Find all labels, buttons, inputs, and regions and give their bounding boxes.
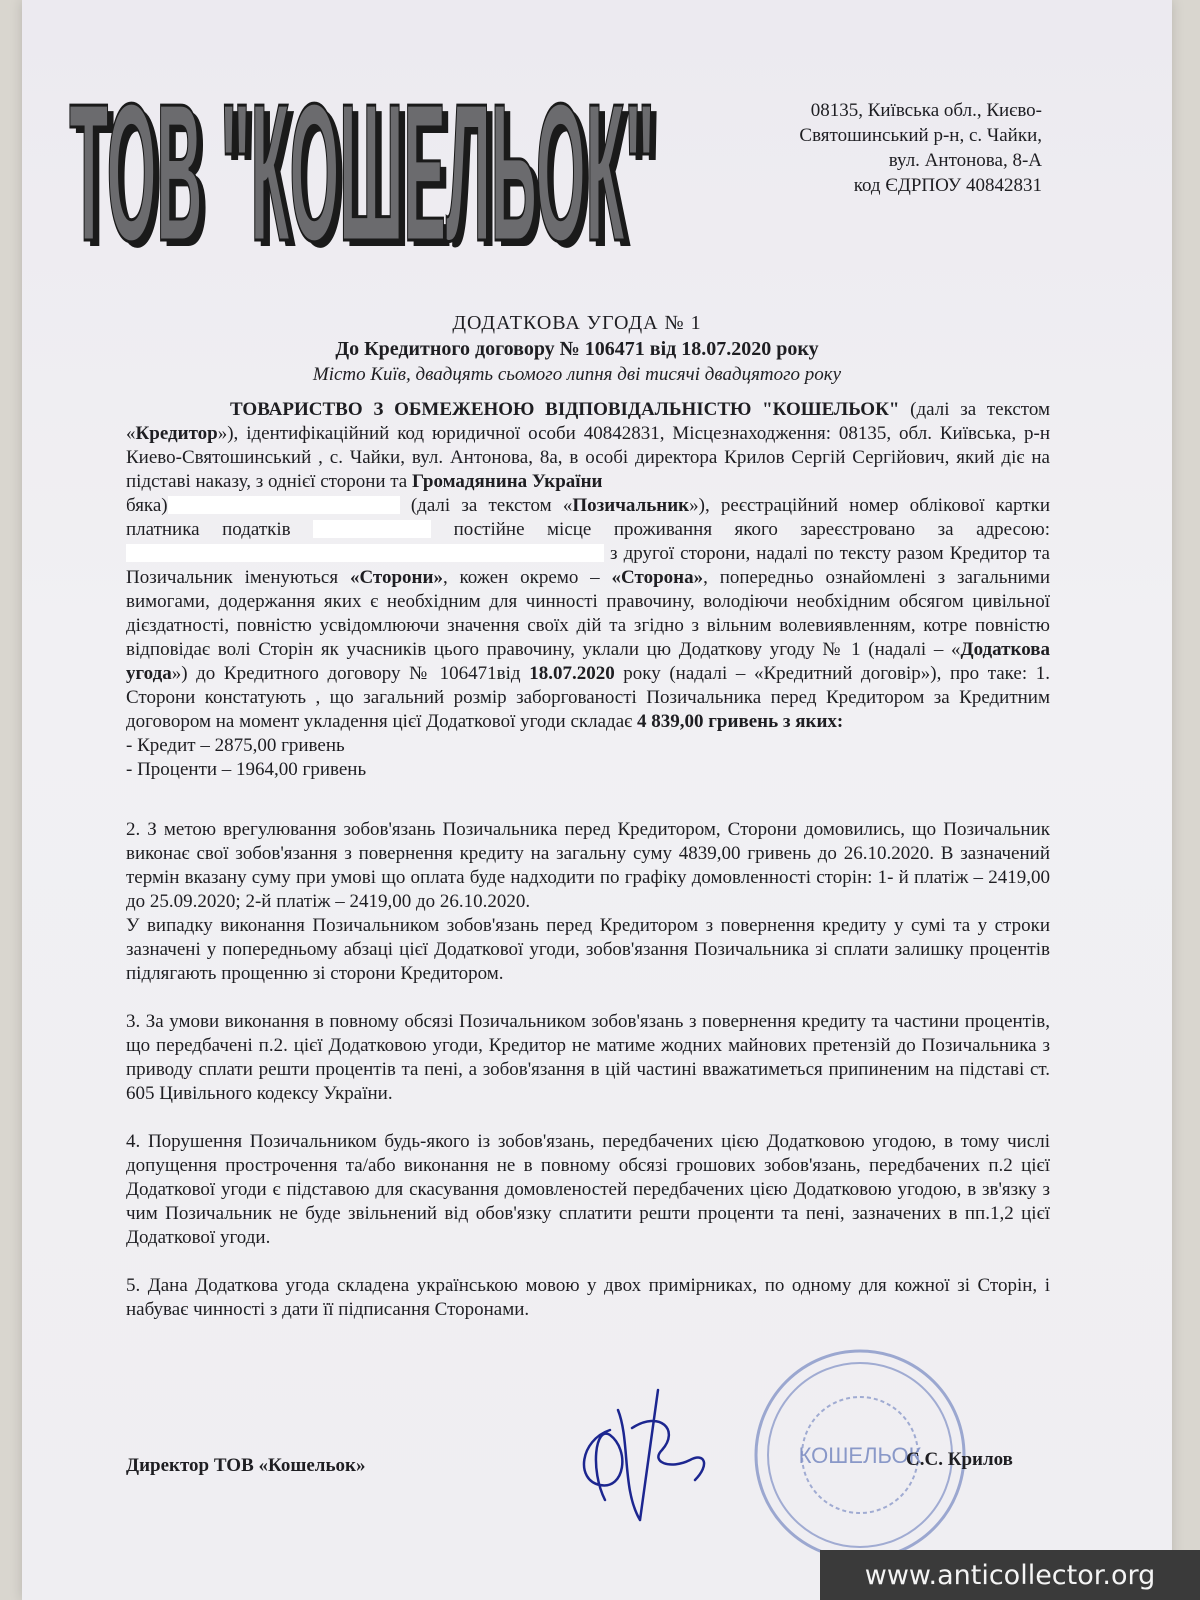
svg-text:ТОВ "КОШЕЛЬОК": ТОВ "КОШЕЛЬОК" — [75, 68, 661, 260]
list-item: - Проценти – 1964,00 гривень — [126, 759, 367, 780]
agreement-body — [126, 398, 1050, 1322]
title-subline — [222, 336, 932, 362]
citizen-term: Громадянина України — [412, 471, 603, 492]
creditor-term: Кредитор — [135, 423, 218, 444]
clause-4: 4. Порушення Позичальником будь-якого із зобов'язань, передбачених цією Додатковою угодою, в тому числі допущення прострочення та/або виконання не в повному обсязі грошових зобов'язань, передбачених п.2 цієї Додаткової угоди є підставою для скасування домовленостей передбачених цією Додатковою угодою, в зв'язку з чим Позичальник не буде звільнений від обов'язку сплатити решти проценти та пені, зазначених в пп.1,2 цієї Додаткової угоди. — [126, 1131, 1050, 1248]
clause-2: 2. З метою врегулювання зобов'язань Позичальника перед Кредитором, Сторони домовились, що Позичальник виконає свої зобов'язання з повернення кредиту на загальну суму 4839,00 гривень до 26.10.2020. В зазначений термін вказану суму при умові що оплата буде надходити по графіку домовленності сторін: 1- й платіж – 2419,00 до 25.09.2020; 2-й платіж – 2419,00 до 26.10.2020. — [126, 819, 1050, 912]
address-line: Святошинський р-н, с. Чайки, — [799, 125, 1042, 146]
redaction-box — [313, 520, 431, 538]
text: , попередньо ознайомлені з загальними вимогами, додержання яких є необхідним для чинності правочину, володіючи необхідним обсягом цивільної дієздатності, повністю усвідомлюючи значення своїх дій та згідно з вільним волевиявленням, котре повністю відповідає волі Сторін як учасників цього правочину, уклали цю Додаткову угоду № 1 (надалі – « — [126, 567, 1050, 660]
address-line: вул. Антонова, 8-А — [888, 150, 1042, 171]
borrower-term: Позичальник — [572, 495, 690, 516]
website-watermark: www.anticollector.org — [820, 1550, 1200, 1600]
text: (далі за текстом « — [126, 399, 1050, 444]
contract-date: 18.07.2020 — [529, 663, 615, 684]
redaction-box — [168, 496, 400, 514]
stamp-text: КОШЕЛЬОК — [798, 1443, 922, 1468]
clause-5: 5. Дана Додаткова угода складена українською мовою у двох примірниках, по одному для кожної зі Сторін, і набуває чинності з дати її підписання Сторонами. — [126, 1275, 1050, 1320]
title-line: ДОДАТКОВА УГОДА № 1 — [452, 312, 702, 334]
text: »), реєстраційний номер облікової картки платника податків — [126, 495, 1050, 540]
text: , кожен окремо – — [442, 567, 612, 588]
title-date: від 18.07.2020 року — [649, 338, 819, 360]
address-line: 08135, Київська обл., Києво- — [810, 100, 1042, 121]
text: року (надалі – «Кредитний договір»), про таке: 1. Сторони констатують , що загальний розмір заборгованості Позичальника перед Кредитором за Кредитним договором на момент укладення цієї Додаткової угоди складає — [126, 663, 1050, 732]
addendum-term: Додаткова угода — [126, 639, 1050, 684]
svg-text:ТОВ "КОШЕЛЬОК": ТОВ "КОШЕЛЬОК" — [69, 62, 655, 260]
company-name: ТОВАРИСТВО З ОБМЕЖЕНОЮ ВІДПОВІДАЛЬНІСТЮ "КОШЕЛЬОК" — [230, 399, 900, 420]
intro-paragraph — [126, 398, 1050, 734]
clause-2-continued: У випадку виконання Позичальником зобов'язань перед Кредитором з повернення кредиту у сумі та у строки зазначені у попередньому абзаці цієї Додаткової угоди, зобов'язання Позичальника зі сплати залишку процентів підлягають прощенню зі сторони Кредитором. — [126, 915, 1050, 984]
party-term: «Сторона» — [611, 567, 704, 588]
document-title — [222, 310, 932, 388]
title-place-date: Місто Київ, двадцять сьомого липня дві тисячі двадцятого року — [312, 364, 842, 385]
text: (далі за текстом « — [399, 495, 573, 516]
director-title: Директор ТОВ «Кошельок» — [126, 1455, 366, 1476]
document-sheet — [22, 0, 1172, 1600]
parties-term: «Сторони» — [349, 567, 443, 588]
total-debt: 4 839,00 гривень з яких: — [637, 711, 844, 732]
clause-3: 3. За умови виконання в повному обсязі Позичальником зобов'язань з повернення кредиту та частини процентів, що передбачені п.2. цієї Додатковою угоди, Кредитор не матиме жодних майнових претензій до Позичальника з приводу сплати решти процентів та пені, а зобов'язання в цій частині вважатиметься припиненим на підставі ст. 605 Цивільного кодексу України. — [126, 1011, 1050, 1104]
text: ») до Кредитного договору № 106471від — [171, 663, 530, 684]
text: »), ідентифікаційний код юридичної особи 40842831, Місцезнаходження: 08135, обл. Київська, р-н Киево-Святошинський , с. Чайки, вул. Антонова, 8а, в особі директора Крилов Сергій Сергійович, який діє на підставі наказу, з однієї сторони та — [126, 423, 1050, 492]
text: з другої сторони, надалі по тексту разом Кредитор та Позичальник іменуються — [126, 543, 1050, 588]
text: постійне місце проживання якого зареєстровано за адресою: — [431, 519, 1050, 540]
director-name: С.С. Крилов — [906, 1449, 1013, 1470]
company-logo — [62, 60, 662, 260]
company-address — [682, 98, 1042, 198]
redacted-name-tail: бяка) — [126, 495, 168, 516]
title-contract: До Кредитного договору № 106471 — [335, 338, 650, 360]
address-line: код ЄДРПОУ 40842831 — [853, 175, 1042, 196]
list-item: - Кредит – 2875,00 гривень — [126, 735, 345, 756]
handwritten-signature — [570, 1370, 720, 1530]
redaction-box — [126, 544, 604, 562]
